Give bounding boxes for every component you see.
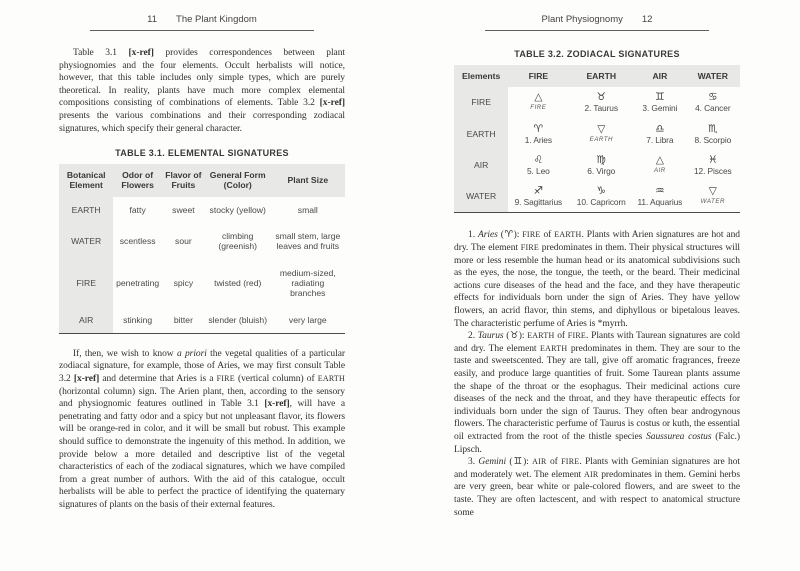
water-triangle-icon: ▽ bbox=[708, 185, 717, 198]
row-label: WATER bbox=[59, 223, 113, 260]
cell: medium-sized, radiating branches bbox=[279, 267, 336, 299]
sagittarius-icon: ♐ bbox=[533, 185, 544, 198]
fire-triangle-icon: △ bbox=[534, 91, 543, 104]
body-text-left bbox=[59, 47, 345, 135]
earth-triangle-icon: ▽ bbox=[597, 122, 606, 135]
table-zodiacal-signatures bbox=[454, 65, 740, 213]
cancer-icon: ♋ bbox=[708, 91, 718, 104]
cell-taurus: ♉ 2. Taurus bbox=[568, 87, 634, 118]
cell: climbing (greenish) bbox=[218, 231, 258, 252]
cell: stinking bbox=[123, 314, 153, 325]
row-label: WATER bbox=[454, 181, 508, 213]
column-header: FIRE bbox=[508, 65, 568, 87]
column-header: Elements bbox=[454, 65, 508, 87]
row-label: AIR bbox=[454, 150, 508, 181]
cell: sour bbox=[175, 236, 192, 247]
gemini-icon: ♊ bbox=[655, 91, 665, 104]
body-text-right bbox=[454, 229, 740, 519]
table-row bbox=[454, 87, 740, 118]
row-label: EARTH bbox=[454, 119, 508, 150]
row-label: AIR bbox=[59, 307, 113, 334]
column-header: AIR bbox=[634, 65, 685, 87]
cell-capricorn: ♑ 10. Capricorn bbox=[568, 181, 634, 213]
table-elemental-signatures bbox=[59, 164, 345, 334]
cell-aries: ♈ 1. Aries bbox=[508, 119, 568, 150]
cell: scentless bbox=[119, 236, 156, 247]
column-header: General Form (Color) bbox=[205, 164, 271, 197]
row-label: EARTH bbox=[59, 197, 113, 223]
cell-sagittarius: ♐ 9. Sagittarius bbox=[508, 181, 568, 213]
cell: penetrating bbox=[116, 277, 160, 288]
cell-pisces: ♓ 12. Pisces bbox=[686, 150, 740, 181]
cell: stocky (yellow) bbox=[209, 204, 266, 215]
libra-icon: ♎ bbox=[655, 122, 665, 135]
cell: spicy bbox=[173, 277, 194, 288]
column-header: Flavor of Fruits bbox=[162, 164, 205, 197]
paragraph: If, then, we wish to know a priori the vegetal qualities of a particular zodiacal signature, for example, those of Aries, we may first consult Table 3.2 [x-ref] and determine that Aries is a FIRE (vertical column) of EARTH (horizontal column) sign. The Arien plant, then, according to the sensory and physiognomic features outlined in Table 3.1 [x-ref], will have a penetrating and fatty odor and a spicy but not unpleasant flavor, its flowers will be orange-red in color, and it will be small but robust. This example should suffice to demonstrate the ingenuity of this method. In addition, we provide below a more detailed and descriptive list of the vegetal characteristics of each of the zodiacal signatures, which we have compiled from a great number of authors. With the aid of this catalogue, occult herbalists will be able to perfect the practice of identifying the quaternary signatures of plants on the basis of their external features. bbox=[59, 348, 346, 510]
table-row bbox=[454, 119, 740, 150]
cell: small stem, large leaves and fruits bbox=[275, 231, 341, 252]
table-row bbox=[454, 150, 740, 181]
cell-gemini: ♊ 3. Gemini bbox=[634, 87, 685, 118]
paragraph-aries: 1. Aries (♈): FIRE of EARTH. Plants with Arien signatures are hot and dry. The element FIRE predominates in them. Their physical structures will more or less resemble the human head or its anatomical subdivisions such as the eyes, the nose, the tongue, the teeth, or the beard. Their medicinal actions cure diseases of the head and the face, and they have therapeutic effects for individuals born under the sign of Aries. They have yellow flowers, an acrid flavor, thin stems, and diphyllous or bipetalous leaves. The characteristic perfume of Aries is *myrrh. bbox=[454, 230, 740, 329]
table-header-row bbox=[59, 164, 345, 197]
column-header: Botanical Element bbox=[59, 164, 113, 197]
cell: very large bbox=[288, 314, 327, 325]
column-header: Plant Size bbox=[271, 164, 345, 197]
cell-fire-element: △ FIRE bbox=[508, 87, 568, 118]
table-3-1-title: TABLE 3.1. ELEMENTAL SIGNATURES bbox=[115, 148, 289, 159]
cell: fatty bbox=[129, 204, 146, 215]
cell: small bbox=[297, 204, 318, 215]
aquarius-icon: ♒ bbox=[655, 185, 665, 198]
page-number-right: 12 bbox=[641, 14, 653, 25]
column-header: WATER bbox=[686, 65, 740, 87]
running-head-right bbox=[485, 14, 709, 31]
cell-cancer: ♋ 4. Cancer bbox=[686, 87, 740, 118]
air-triangle-icon: △ bbox=[655, 153, 664, 166]
running-head-left bbox=[90, 14, 314, 31]
virgo-icon: ♍ bbox=[596, 153, 606, 166]
cell-air-element: △ AIR bbox=[634, 150, 685, 181]
running-title-right: Plant Physiognomy bbox=[541, 14, 623, 25]
cell: sweet bbox=[172, 204, 195, 215]
table-row bbox=[454, 181, 740, 213]
cell-earth-element: ▽ EARTH bbox=[568, 119, 634, 150]
running-title-left: The Plant Kingdom bbox=[176, 14, 257, 25]
paragraph-gemini: 3. Gemini (♊): AIR of FIRE. Plants with Geminian signatures are hot and moderately wet. The element AIR predominates in them. Gemini herbs are very green, bear white or pale-colored flowers, and are sweet to the taste. They are often lactescent, and with respect to anatomical structure some bbox=[454, 457, 741, 518]
cell-scorpio: ♏ 8. Scorpio bbox=[686, 119, 740, 150]
pisces-icon: ♓ bbox=[708, 153, 718, 166]
column-header: Odor of Flowers bbox=[113, 164, 162, 197]
cell-water-element: ▽ WATER bbox=[686, 181, 740, 213]
page-right bbox=[454, 14, 740, 519]
table-row bbox=[59, 197, 345, 223]
column-header: EARTH bbox=[568, 65, 634, 87]
paragraph-taurus: 2. Taurus (♉): EARTH of FIRE. Plants with Taurean signatures are cold and dry. The element EARTH predominates in them. They are sour to the taste and sweetscented. They are tall, give off aromatic fragrances, freeze easily, and produce large quantities of fruit. Some Taurean plants assume the shape of the throat or the esophagus. Their medicinal actions cure diseases of the neck and the throat, and they have therapeutic effects for individuals born under the sign of Taurus. They often bear androgynous flowers. The characteristic perfume of Taurus is costus or kuth, the essential oil extracted from the root of the thistle species Saussurea costus (Falc.) Lipsch. bbox=[454, 331, 740, 455]
body-text-left-lower bbox=[59, 348, 345, 512]
cell-libra: ♎ 7. Libra bbox=[634, 119, 685, 150]
table-row bbox=[59, 260, 345, 307]
cell: slender (bluish) bbox=[208, 314, 268, 325]
taurus-icon: ♉ bbox=[596, 91, 606, 104]
table-row bbox=[59, 307, 345, 334]
cell: twisted (red) bbox=[214, 277, 262, 288]
table-3-2-title: TABLE 3.2. ZODIACAL SIGNATURES bbox=[514, 49, 680, 59]
cell-virgo: ♍ 6. Virgo bbox=[568, 150, 634, 181]
page-left bbox=[59, 14, 345, 512]
cell-leo: ♌ 5. Leo bbox=[508, 150, 568, 181]
table-header-row bbox=[454, 65, 740, 87]
scorpio-icon: ♏ bbox=[708, 122, 718, 135]
row-label: FIRE bbox=[454, 87, 508, 118]
cell-aquarius: ♒ 11. Aquarius bbox=[634, 181, 685, 213]
aries-icon: ♈ bbox=[533, 122, 544, 135]
leo-icon: ♌ bbox=[533, 153, 544, 166]
paragraph: Table 3.1 [x-ref] provides correspondences between plant physiognomies and the four elements. Occult herbalists will notice, however, that this table includes only simple types, which are purely theoretical. In reality, plants have much more complex elemental compositions consisting of combinations of elements. Table 3.2 [x-ref] presents the various combinations and their corresponding zodiacal signatures, which specify their general character. bbox=[59, 48, 345, 134]
page-number-left: 11 bbox=[147, 14, 158, 25]
row-label: FIRE bbox=[59, 260, 113, 307]
capricorn-icon: ♑ bbox=[596, 185, 606, 198]
cell: bitter bbox=[173, 314, 193, 325]
table-row bbox=[59, 223, 345, 260]
